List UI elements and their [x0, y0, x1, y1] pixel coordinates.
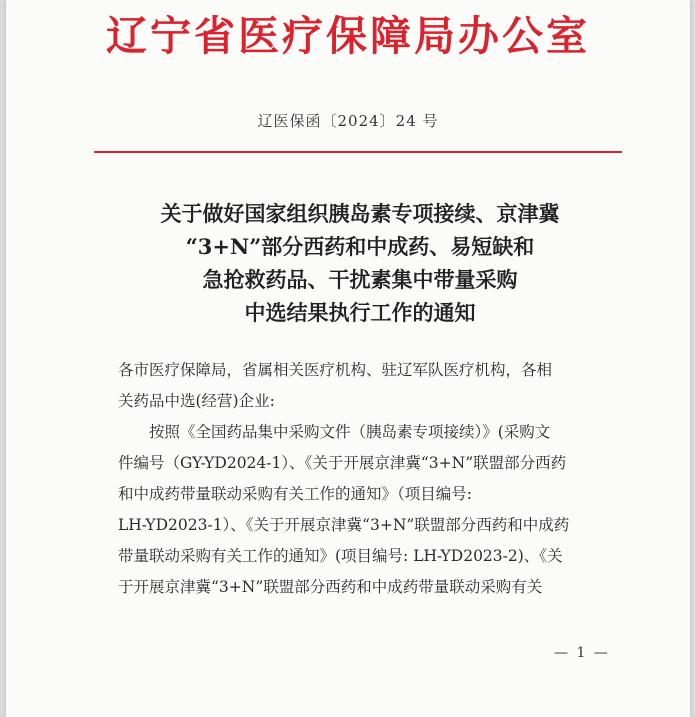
notice-title-line: 关于做好国家组织胰岛素专项接续、京津冀 [160, 201, 560, 226]
body-text [118, 355, 614, 603]
addressee-line: 关药品中选(经营)企业: [118, 392, 275, 410]
paragraph-line: 于开展京津冀“3+N”联盟部分西药和中成药带量联动采购有关 [118, 578, 543, 596]
notice-title-line: 中选结果执行工作的通知 [244, 300, 476, 325]
addressee-line: 各市医疗保障局，省属相关医疗机构、驻辽军队医疗机构，各相 [118, 361, 553, 379]
page-number: — 1 — [554, 645, 610, 661]
letterhead-title: 辽宁省医疗保障局办公室 [106, 12, 590, 60]
notice-title-line: “3+N”部分西药和中成药、易短缺和 [185, 234, 535, 259]
document-number: 辽医保函〔2024〕24 号 [257, 112, 439, 130]
paragraph-line: 按照《全国药品集中采购文件（胰岛素专项接续）》(采购文 [149, 423, 551, 441]
paragraph-line: 件编号（GY-YD2024-1）、《关于开展京津冀“3+N”联盟部分西药 [118, 454, 567, 472]
paragraph-line: 带量联动采购有关工作的通知》(项目编号: LH-YD2023-2)、《关 [118, 547, 563, 565]
document-page [6, 0, 690, 717]
red-divider-line [94, 151, 622, 153]
notice-title-line: 急抢救药品、干扰素集中带量采购 [202, 267, 518, 292]
paragraph-line: 和中成药带量联动采购有关工作的通知》（项目编号: [118, 485, 472, 503]
paragraph-line: LH-YD2023-1）、《关于开展京津冀“3+N”联盟部分西药和中成药 [118, 516, 570, 534]
notice-title [86, 197, 634, 329]
